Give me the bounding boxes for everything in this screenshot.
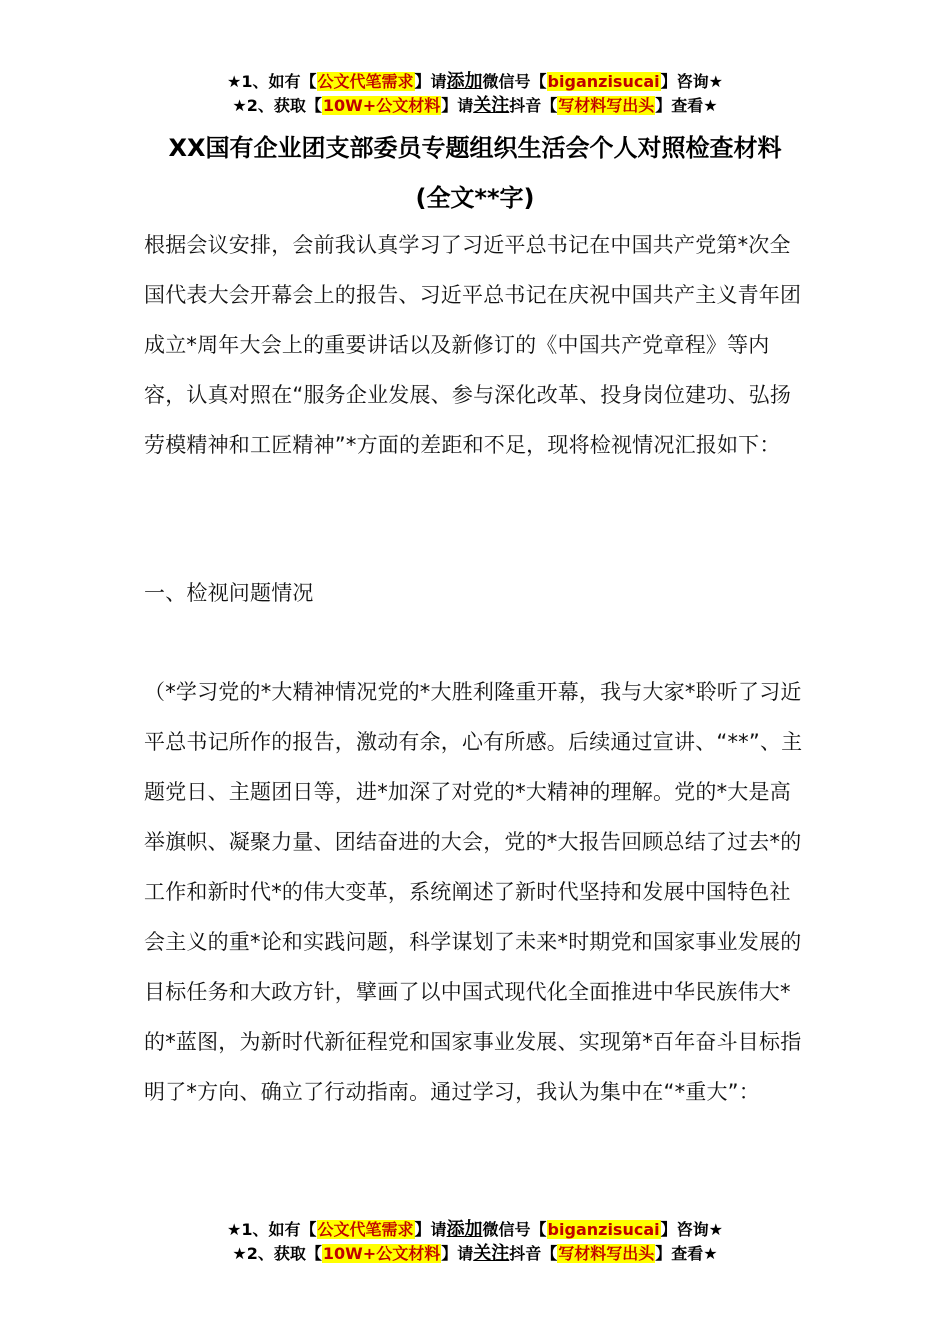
promo-text: ★2、获取【 xyxy=(232,96,322,115)
promo-text: 】请 xyxy=(441,96,474,115)
underlined-add: 添加 xyxy=(446,71,483,92)
promo-footer xyxy=(0,1218,950,1266)
promo-text: 抖音【 xyxy=(509,1244,558,1263)
highlight-wechat-id: biganzisucai xyxy=(547,1220,660,1239)
section-heading: 一、检视问题情况 xyxy=(144,581,314,605)
promo-line-2 xyxy=(0,1242,950,1266)
promo-text: 】咨询★ xyxy=(660,72,723,91)
promo-text: 】查看★ xyxy=(655,96,718,115)
underlined-follow: 关注 xyxy=(473,1243,510,1264)
promo-line-2 xyxy=(0,94,950,118)
promo-text: 】咨询★ xyxy=(660,1220,723,1239)
promo-text: ★1、如有【 xyxy=(227,1220,317,1239)
promo-text: 】请 xyxy=(414,1220,447,1239)
paragraph-intro: 根据会议安排，会前我认真学习了习近平总书记在中国共产党第*次全国代表大会开幕会上的报告、习近平总书记在庆祝中国共产主义青年团成立*周年大会上的重要讲话以及新修订的《中国共产党章程》等内容，认真对照在“服务企业发展、参与深化改革、投身岗位建功、弘扬劳模精神和工匠精神”*方面的差距和不足，现将检视情况汇报如下： xyxy=(144,233,802,457)
promo-text: ★1、如有【 xyxy=(227,72,317,91)
promo-text: 】请 xyxy=(441,1244,474,1263)
promo-line-1 xyxy=(0,1218,950,1242)
promo-text: 】查看★ xyxy=(655,1244,718,1263)
highlight-materials: 10W+公文材料 xyxy=(322,1244,441,1263)
promo-text: ★2、获取【 xyxy=(232,1244,322,1263)
highlight-douyin-id: 写材料写出头 xyxy=(558,96,655,115)
highlight-wechat-id: biganzisucai xyxy=(547,72,660,91)
promo-text: 】请 xyxy=(414,72,447,91)
highlight-douyin-id: 写材料写出头 xyxy=(558,1244,655,1263)
document-subtitle: (全文**字) xyxy=(415,184,535,212)
promo-text: 微信号【 xyxy=(482,72,547,91)
highlight-service: 公文代笔需求 xyxy=(317,1220,414,1239)
promo-text: 微信号【 xyxy=(482,1220,547,1239)
underlined-add: 添加 xyxy=(446,1219,483,1240)
highlight-service: 公文代笔需求 xyxy=(317,72,414,91)
promo-line-1 xyxy=(0,70,950,94)
promo-text: 抖音【 xyxy=(509,96,558,115)
document-title: XX国有企业团支部委员专题组织生活会个人对照检查材料 xyxy=(168,134,782,162)
paragraph-study: （*学习党的*大精神情况党的*大胜利隆重开幕，我与大家*聆听了习近平总书记所作的报告，激动有余，心有所感。后续通过宣讲、“**”、主题党日、主题团日等，进*加深了对党的*大精神的理解。党的*大是高举旗帜、凝聚力量、团结奋进的大会，党的*大报告回顾总结了过去*的工作和新时代*的伟大变革，系统阐述了新时代坚持和发展中国特色社会主义的重*论和实践问题，科学谋划了未来*时期党和国家事业发展的目标任务和大政方针，擘画了以中国式现代化全面推进中华民族伟大*的*蓝图，为新时代新征程党和国家事业发展、实现第*百年奋斗目标指明了*方向、确立了行动指南。通过学习，我认为集中在“*重大”： xyxy=(144,680,803,1104)
promo-header xyxy=(0,70,950,118)
highlight-materials: 10W+公文材料 xyxy=(322,96,441,115)
underlined-follow: 关注 xyxy=(473,95,510,116)
